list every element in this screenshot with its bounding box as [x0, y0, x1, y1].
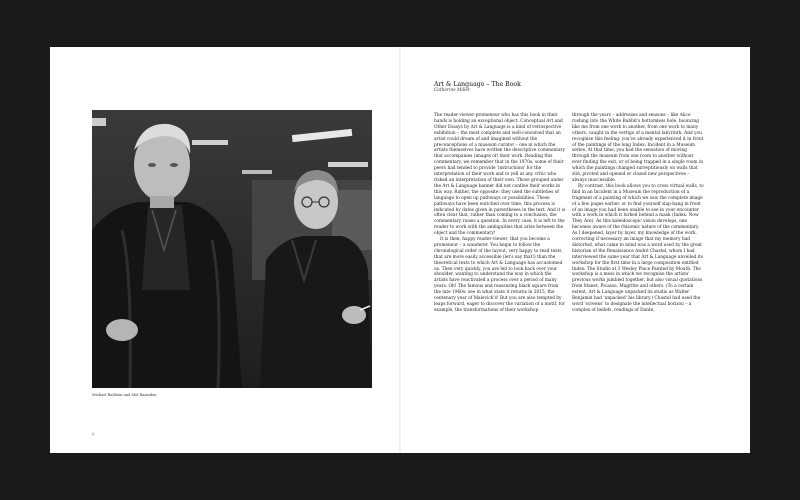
essay-author: Catherine Millet [434, 88, 470, 93]
paragraph: through the years – addresses and seasons – like Alice rushing into the White Rabbit's bottomless hole, bouncing like me from one work to another, from one work to many others, caught in the vertigo of a mental labyrinth. And you recognise this feeling: you've already experienced it in front of the paintings of the long Index: Incident in a Museum series. At that time, you had the sensation of moving through the museum from one room to another without ever finding the exit, or of being trapped in a single room in which the paintings changed surreptitiously on walls that slid, pivoted and opened or closed new perspectives – always inaccessible. [572, 113, 704, 183]
text-column-left [434, 113, 566, 314]
portrait-photo [92, 110, 372, 388]
paragraph: The reader-viewer-promeneur who has this book in their hands is holding an exceptional object. Conceptual Art and Other Essays by Art & Language is a kind of retrospective exhibition – the most complete and well-conceived that an artist could dream of and imagined without the preconceptions of a museum curator – one in which the artists themselves have written the descriptive commentary that accompanies (images of) their work. Reading this commentary, we remember that in the 1970s, some of their peers had tended to provide 'instructions' for the interpretation of their work and to yell at any critic who risked an interpretation of their own. Those grouped under the Art & Language banner did not confine their works in this way. Rather, the opposite: they used the subtleties of language to open up pathways or possibilities. These pathways have been enriched over time; this process is indicated by dates given in parentheses in the text. And it is often clear that, rather than coming to a conclusion, the commentary raises a question. In every case, it is left to the reader to work with the ambiguities that arise between the object and the commentary! [434, 113, 566, 237]
page-number: 2 [92, 431, 95, 436]
paragraph: By contrast, this book allows you to cross virtual walls, to find in an Incident in a Museum the reproduction of a fragment of a painting of which we saw the complete image of a few pages earlier, or to find yourself slap-bang in front of an image you had been unable to see in your encounter with a work in which it lurked behind a mask (Index: Now They Are). As this kaleidoscopic vision develops, one becomes aware of the rhizomic nature of the commentary. As I deepened, layer by layer, my knowledge of the work, correcting if necessary an image that my memory had distorted, what came to mind was a word used by the great historian of the Renaissance André Chastel, whom I had interviewed the same year that Art & Language unveiled its workshop for the first time in a large composition entitled Index: The Studio at 3 Wesley Place Painted by Mouth. The workshop is a mess in which we recognise the artists' previous works jumbled together, but also visual quotations from Manet, Picasso, Magritte and others. (To a certain extent, Art & Language unpacked its studio as Walter Benjamin had 'unpacked' his library.) Chastel had used the word 'screens' to designate the intellectual horizon – a complex of beliefs, readings of Dante, [572, 183, 704, 313]
paragraph: It is then, happy reader-viewer, that you become a promeneur – a wanderer. You begin to follow the chronological order of the layout, very happy to read texts that are more easily accessible (let's say that!) than the theoretical texts to which Art & Language has accustomed us. Then very quickly, you are led to look back over your shoulder, wanting to understand the way in which the artists have reactivated a process over a period of many years. Oh! The famous and reassuring black square from the late 1960s: see in what state it returns in 2015, the centenary year of Malevich's! But you are also tempted by leaps forward, eager to discover the variation of a motif, for example, the transformations of their workshop [434, 237, 565, 313]
text-column-right [572, 113, 704, 314]
photo-caption: Michael Baldwin and Mel Ramsden [92, 393, 157, 397]
book-spread [50, 47, 750, 453]
essay-title: Art & Language – The Book [434, 81, 521, 88]
book-gutter [399, 47, 401, 453]
photo-image [92, 110, 372, 388]
